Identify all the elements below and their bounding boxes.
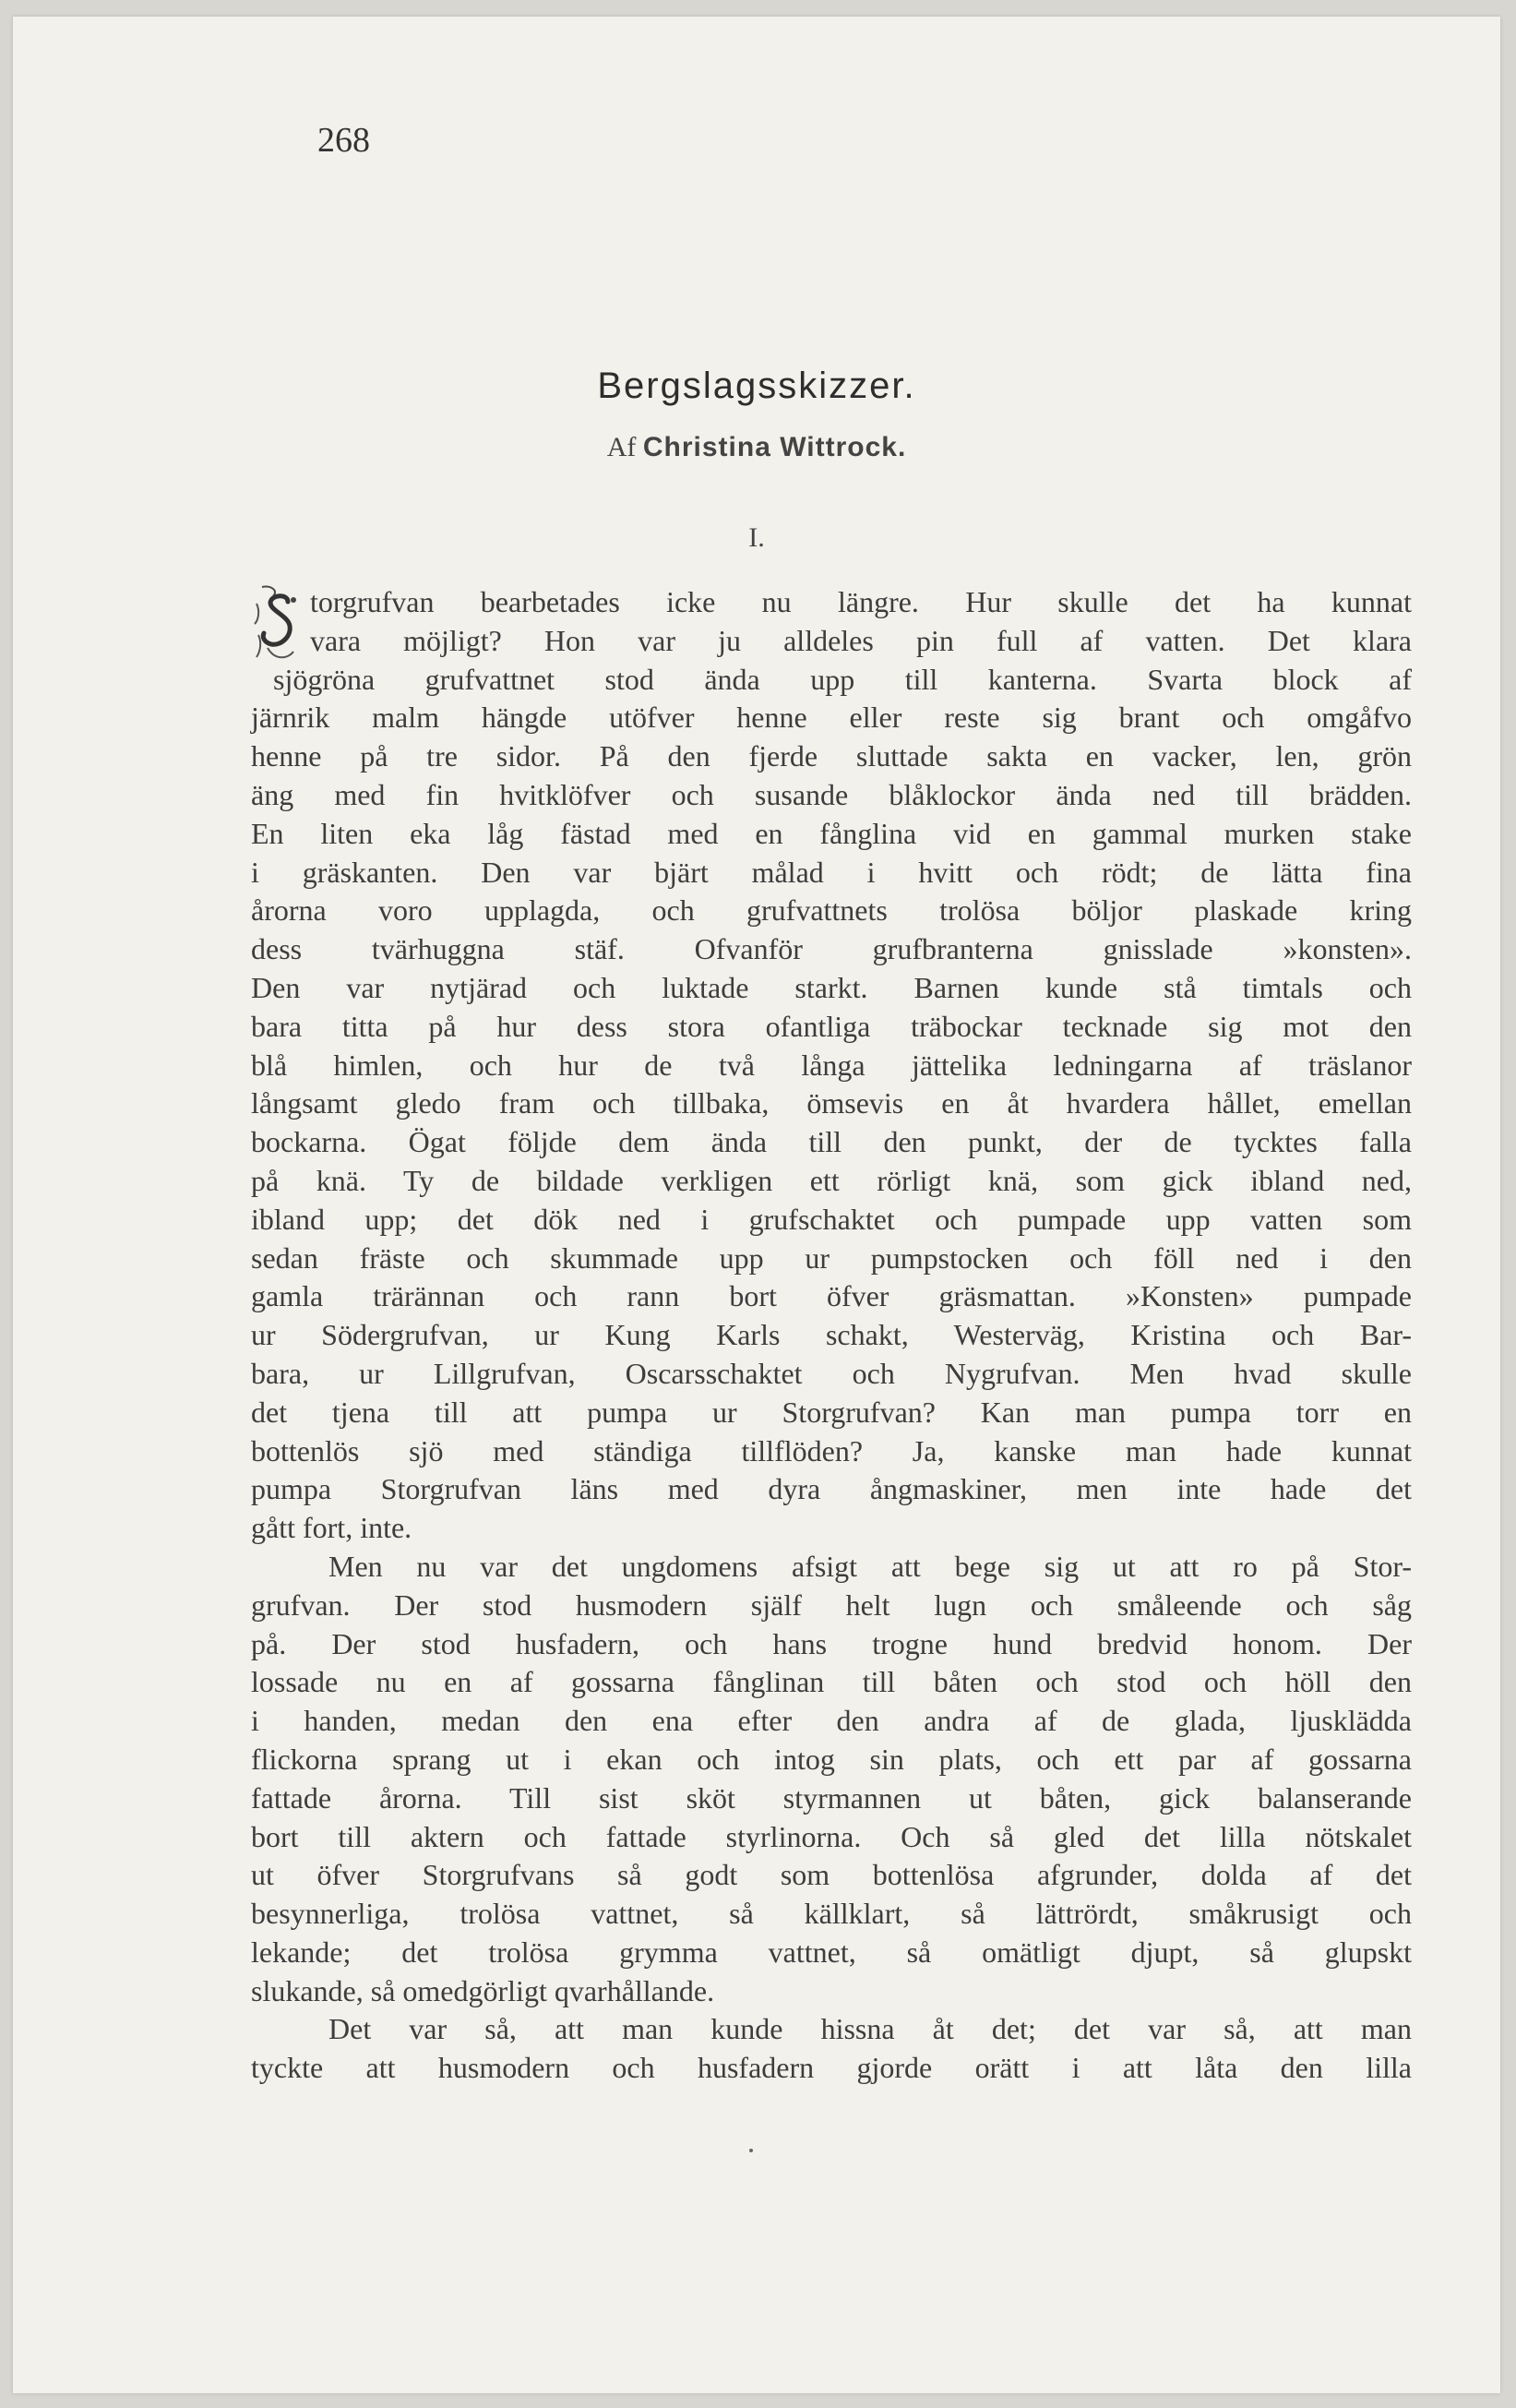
text-line: lekande; det trolösa grymma vattnet, så omätligt djupt, så glupskt [251, 1935, 1412, 1969]
text-line: på. Der stod husfadern, och hans trogne hund bredvid honom. Der [251, 1626, 1412, 1660]
text-line: tyckte att husmodern och husfadern gjorde orätt i att låta den lilla [251, 2051, 1412, 2085]
book-page [13, 17, 1500, 2393]
text-line: torgrufvan bearbetades icke nu längre. Hur skulle det ha kunnat [310, 585, 1412, 618]
text-line: ut öfver Storgrufvans så godt som bottenlösa afgrunder, dolda af det [251, 1858, 1412, 1892]
author-name: Christina Wittrock. [642, 432, 907, 462]
text-line: henne på tre sidor. På den fjerde sluttade sakta en vacker, len, grön [251, 739, 1412, 773]
body-text [251, 583, 1412, 2088]
text-line: Den var nytjärad och luktade starkt. Barnen kunde stå timtals och [251, 970, 1412, 1004]
text-line: ibland upp; det dök ned i grufschaktet och pumpade upp vatten som [251, 1202, 1412, 1236]
article-title: Bergslagsskizzer. [597, 365, 916, 406]
byline [13, 432, 1500, 463]
text-line: sjögröna grufvattnet stod ända upp till kanterna. Svarta block af [273, 662, 1412, 696]
text-line: på knä. Ty de bildade verkligen ett rörligt knä, som gick ibland ned, [251, 1163, 1412, 1197]
text-line: pumpa Storgrufvan läns med dyra ångmaskiner, men inte hade det [251, 1472, 1412, 1506]
text-line: bort till aktern och fattade styrlinorna. Och så gled det lilla nötskalet [251, 1819, 1412, 1853]
text-line: bockarna. Ögat följde dem ända till den punkt, der de tycktes falla [251, 1125, 1412, 1159]
speck [749, 2149, 753, 2152]
text-line: Det var så, att man kunde hissna åt det; det var så, att man [328, 2012, 1412, 2046]
text-line: det tjena till att pumpa ur Storgrufvan? Kan man pumpa torr en [251, 1395, 1412, 1429]
text-line: gamla trärännan och rann bort öfver gräsmattan. »Konsten» pumpade [251, 1279, 1412, 1313]
section-number: I. [748, 522, 765, 553]
text-line: bara titta på hur dess stora ofantliga träbockar tecknade sig mot den [251, 1009, 1412, 1043]
text-line: grufvan. Der stod husmodern själf helt lugn och småleende och såg [251, 1587, 1412, 1622]
text-line: dess tvärhuggna stäf. Ofvanför grufbranterna gnisslade »konsten». [251, 932, 1412, 966]
text-line: flickorna sprang ut i ekan och intog sin plats, och ett par af gossarna [251, 1742, 1412, 1776]
text-line: bottenlös sjö med ständiga tillflöden? Ja, kanske man hade kunnat [251, 1433, 1412, 1468]
text-line: gått fort, inte. [251, 1511, 412, 1545]
text-line: En liten eka låg fästad med en fånglina vid en gammal murken stake [251, 816, 1412, 850]
paragraph-lines [251, 583, 1412, 2088]
text-line: i gräskanten. Den var bjärt målad i hvitt och rödt; de lätta fina [251, 855, 1412, 889]
text-line: vara möjligt? Hon var ju alldeles pin full af vatten. Det klara [310, 623, 1412, 657]
text-line: bara, ur Lillgrufvan, Oscarsschaktet och Nygrufvan. Men hvad skulle [251, 1356, 1412, 1390]
text-line: ur Södergrufvan, ur Kung Karls schakt, Westerväg, Kristina och Bar- [251, 1318, 1412, 1352]
text-line: årorna voro upplagda, och grufvattnets trolösa böljor plaskade kring [251, 893, 1412, 928]
text-line: i handen, medan den ena efter den andra af de glada, ljusklädda [251, 1704, 1412, 1738]
text-line: besynnerliga, trolösa vattnet, så källklart, så lättrördt, småkrusigt och [251, 1897, 1412, 1931]
text-line: Men nu var det ungdomens afsigt att bege sig ut att ro på Stor- [328, 1549, 1412, 1583]
drop-cap-letter [251, 583, 304, 665]
text-line: äng med fin hvitklöfver och susande blåklockor ända ned till brädden. [251, 777, 1412, 811]
byline-prefix: Af [606, 432, 637, 462]
text-line: järnrik malm hängde utöfver henne eller reste sig brant och omgåfvo [251, 701, 1412, 735]
text-line: fattade årorna. Till sist sköt styrmannen ut båten, gick balanserande [251, 1780, 1412, 1815]
text-line: slukande, så omedgörligt qvarhållande. [251, 1973, 715, 2007]
text-line: sedan fräste och skummade upp ur pumpstocken och föll ned i den [251, 1240, 1412, 1275]
text-line: långsamt gledo fram och tillbaka, ömsevis en åt hvardera hållet, emellan [251, 1086, 1412, 1120]
text-line: lossade nu en af gossarna fånglinan till båten och stod och höll den [251, 1665, 1412, 1699]
page-number: 268 [317, 121, 370, 160]
text-line: blå himlen, och hur de två långa jättelika ledningarna af träslanor [251, 1048, 1412, 1082]
